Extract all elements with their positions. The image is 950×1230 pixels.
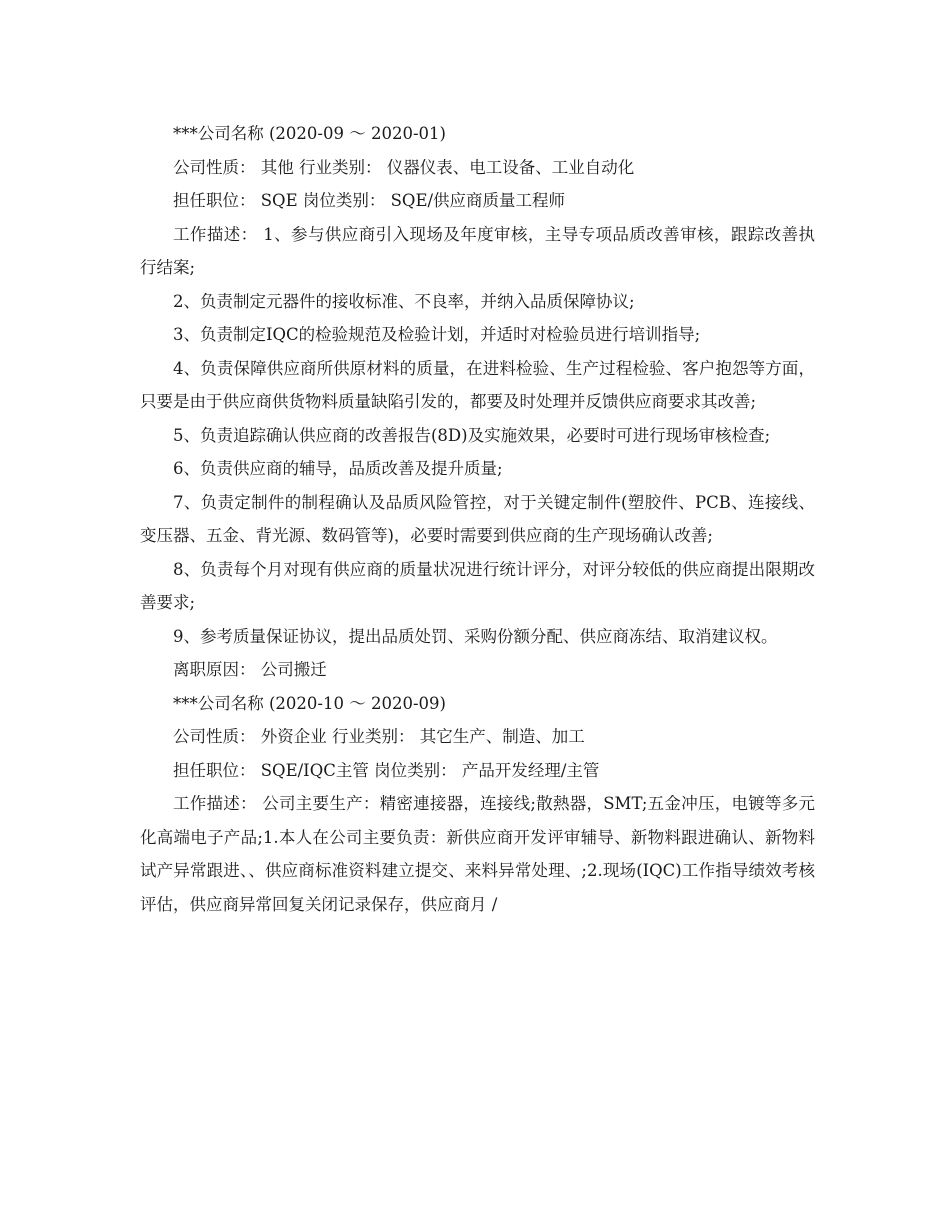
company-heading: ***公司名称 (2020-09 ～ 2020-01) <box>173 124 446 143</box>
duty-item: 3、负责制定IQC的检验规范及检验计划，并适时对检验员进行培训指导; <box>173 325 701 344</box>
company-nature-line: 公司性质： 外资企业 行业类别： 其它生产、制造、加工 <box>173 727 585 746</box>
job-description-line: 工作描述： 1、参与供应商引入现场及年度审核，主导专项品质改善审核，跟踪改善执行结案; <box>140 224 815 277</box>
duty-item: 7、负责定制件的制程确认及品质风险管控，对于关键定制件(塑胶件、PCB、连接线、变压器、五金、背光源、数码管等)，必要时需要到供应商的生产现场确认改善; <box>140 492 815 545</box>
leave-reason-line: 离职原因： 公司搬迁 <box>173 660 327 679</box>
position-line: 担任职位： SQE/IQC主管 岗位类别： 产品开发经理/主管 <box>173 760 600 780</box>
duty-item: 4、负责保障供应商所供原材料的质量，在进料检验、生产过程检验、客户抱怨等方面，只要是由于供应商供货物料质量缺陷引发的，都要及时处理并反馈供应商要求其改善; <box>140 358 815 411</box>
duty-item: 9、参考质量保证协议，提出品质处罚、采购份额分配、供应商冻结、取消建议权。 <box>173 626 778 646</box>
duty-item: 8、负责每个月对现有供应商的质量状况进行统计评分，对评分较低的供应商提出限期改善要求; <box>140 559 815 612</box>
company-nature-line: 公司性质： 其他 行业类别： 仪器仪表、电工设备、工业自动化 <box>173 157 635 177</box>
company-heading: ***公司名称 (2020-10 ～ 2020-09) <box>173 693 446 713</box>
duty-item: 2、负责制定元器件的接收标准、不良率，并纳入品质保障协议; <box>173 291 635 311</box>
job-description-line: 工作描述： 公司主要生产：精密連接器，连接线;散熱器，SMT;五金冲压，电镀等多元化高端电子产品;1.本人在公司主要负责：新供应商开发评审辅导、新物料跟进确认、新物料试产异常跟进、、供应商标准资料建立提交、来料异常处理、;2.现场(IQC)工作指导绩效考核评估，供应商异常回复关闭记录保存，供应商月 / <box>140 794 815 914</box>
position-line: 担任职位： SQE 岗位类别： SQE/供应商质量工程师 <box>173 191 566 210</box>
duty-item: 5、负责追踪确认供应商的改善报告(8D)及实施效果，必要时可进行现场审核检查; <box>173 425 771 445</box>
duty-item: 6、负责供应商的辅导，品质改善及提升质量; <box>173 459 503 478</box>
document-body <box>140 117 815 921</box>
